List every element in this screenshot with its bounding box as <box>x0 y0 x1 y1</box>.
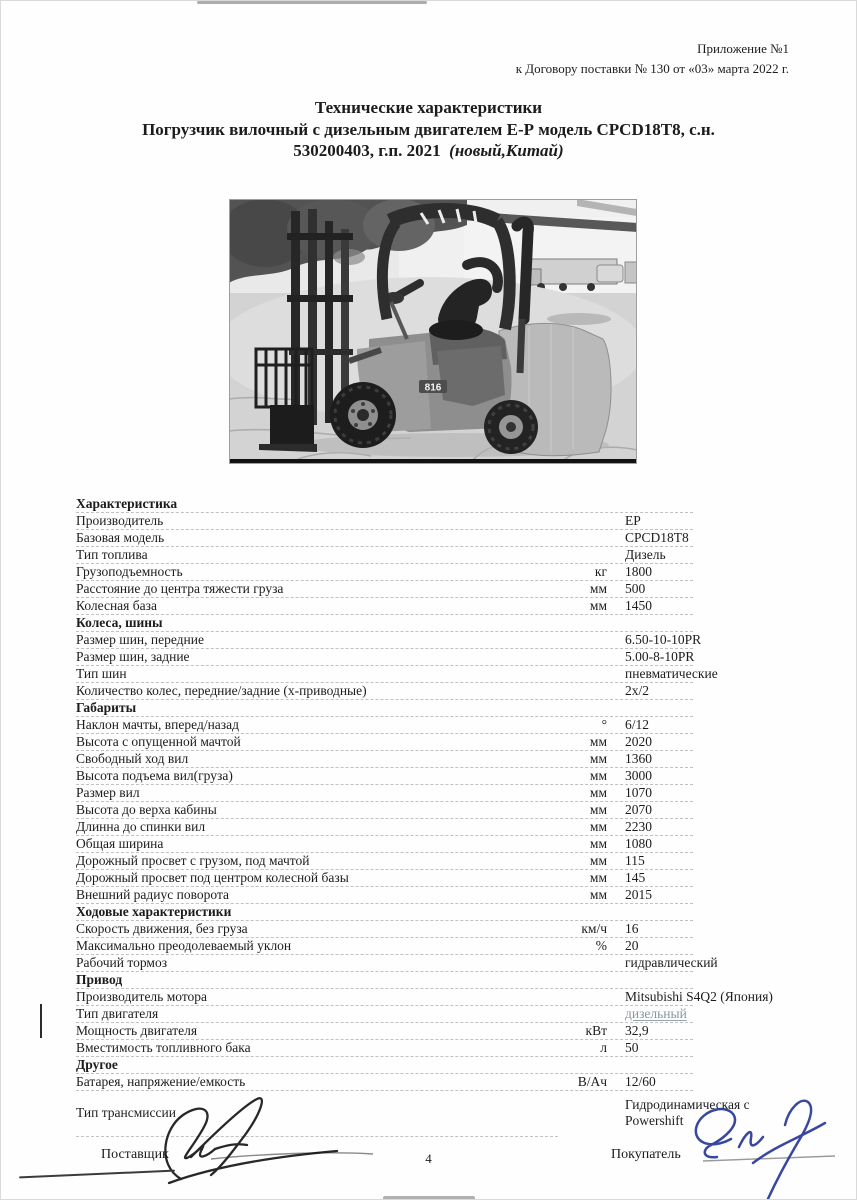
spec-label: Высота до верха кабины <box>76 802 217 817</box>
scan-artifact-bottom-smudge <box>383 1196 475 1200</box>
page-number: 4 <box>425 1151 432 1166</box>
spec-value: 500 <box>625 581 646 596</box>
section-header-row <box>76 495 788 512</box>
spec-label: Батарея, напряжение/емкость <box>76 1074 246 1089</box>
spec-label: Высота с опущенной мачтой <box>76 734 241 749</box>
document-title <box>1 97 856 162</box>
spec-row <box>76 1005 788 1022</box>
spec-value: Гидродинамическая с Powershift <box>625 1097 750 1128</box>
forklift-front-wheel <box>330 382 396 448</box>
spec-row <box>76 580 788 597</box>
spec-unit: мм <box>589 802 607 817</box>
spec-row <box>76 733 788 750</box>
supplier-signature <box>149 1087 379 1187</box>
scan-artifact-top-smudge <box>197 1 427 4</box>
spec-label: Внешний радиус поворота <box>76 887 230 902</box>
spec-label: Колесная база <box>76 598 157 613</box>
spec-unit: мм <box>589 581 607 596</box>
spec-value: CPCD18T8 <box>625 530 689 545</box>
title-line-1: Технические характеристики <box>314 98 543 117</box>
spec-label: Размер шин, задние <box>76 649 190 664</box>
spec-value: Mitsubishi S4Q2 (Япония) <box>625 989 773 1004</box>
spec-label: Вместимость топливного бака <box>76 1040 251 1055</box>
title-condition-note: (новый,Китай) <box>449 141 564 160</box>
spec-label: Тип трансмиссии <box>76 1105 176 1120</box>
spec-unit: В/Ач <box>577 1074 607 1089</box>
scan-artifact-pen-mark <box>40 1004 42 1038</box>
spec-label: Общая ширина <box>76 836 164 851</box>
spec-value: EP <box>625 513 641 528</box>
spec-unit: мм <box>589 785 607 800</box>
section-title: Ходовые характеристики <box>76 904 232 919</box>
spec-label: Производитель <box>76 513 164 528</box>
spec-value: 32,9 <box>625 1023 649 1038</box>
spec-label: Тип шин <box>76 666 127 681</box>
spec-row <box>76 920 788 937</box>
spec-label: Размер шин, передние <box>76 632 204 647</box>
spec-unit: кг <box>594 564 607 579</box>
spec-unit: мм <box>589 836 607 851</box>
spec-unit: мм <box>589 819 607 834</box>
spec-label: Мощность двигателя <box>76 1023 198 1038</box>
spec-label: Скорость движения, без груза <box>76 921 248 936</box>
spec-value: 2015 <box>625 887 652 902</box>
spec-label: Свободный ход вил <box>76 751 189 766</box>
spec-label: Тип топлива <box>76 547 148 562</box>
spec-row <box>76 784 788 801</box>
spec-row <box>76 648 788 665</box>
title-serial: 530200403, г.п. 2021 <box>293 141 441 160</box>
spec-row <box>76 852 788 869</box>
spec-row <box>76 597 788 614</box>
spec-value: 1450 <box>625 598 652 613</box>
spec-row <box>76 1039 788 1056</box>
spec-unit: мм <box>589 870 607 885</box>
forklift-rear-wheel <box>484 400 538 454</box>
spec-row <box>76 682 788 699</box>
spec-value: 16 <box>625 921 639 936</box>
spec-value: 2х/2 <box>625 683 650 698</box>
spec-unit: л <box>600 1040 607 1055</box>
buyer-signature <box>677 1095 849 1200</box>
spec-label: Количество колес, передние/задние (х-приводные) <box>76 683 367 698</box>
title-line-3 <box>1 140 856 162</box>
spec-label: Размер вил <box>76 785 140 800</box>
spec-row <box>76 529 788 546</box>
spec-label: Дорожный просвет с грузом, под мачтой <box>76 853 310 868</box>
spec-value: 6.50-10-10PR <box>625 632 702 647</box>
spec-row <box>76 750 788 767</box>
spec-row <box>76 869 788 886</box>
brand-mark: 816 <box>424 382 442 394</box>
spec-unit: мм <box>589 853 607 868</box>
spec-row <box>76 546 788 563</box>
section-title: Характеристика <box>76 496 178 511</box>
spec-row <box>76 512 788 529</box>
spec-label: Рабочий тормоз <box>76 955 168 970</box>
spec-table <box>76 495 788 1136</box>
spec-row <box>76 1022 788 1039</box>
supplier-label: Поставщик <box>101 1147 169 1162</box>
spec-unit: мм <box>589 598 607 613</box>
spec-row <box>76 886 788 903</box>
contract-reference: к Договору поставки № 130 от «03» марта 2022 г. <box>515 61 789 76</box>
appendix-label: Приложение №1 <box>697 41 789 56</box>
section-header-row <box>76 699 788 716</box>
spec-unit: мм <box>589 887 607 902</box>
spec-value: пневматические <box>625 666 718 681</box>
spec-value: 12/60 <box>625 1074 656 1089</box>
spec-value: 1070 <box>625 785 652 800</box>
spec-label: Расстояние до центра тяжести груза <box>76 581 284 596</box>
spec-unit: мм <box>589 751 607 766</box>
spec-row <box>76 835 788 852</box>
buyer-label: Покупатель <box>611 1147 681 1162</box>
title-line-2: Погрузчик вилочный с дизельным двигателем Е-Р модель CPCD18T8, с.н. <box>142 119 715 139</box>
document-header <box>516 39 789 79</box>
section-title: Габариты <box>76 700 137 715</box>
spec-label: Базовая модель <box>76 530 165 545</box>
spec-row <box>76 665 788 682</box>
spec-value: 20 <box>625 938 639 953</box>
spec-value: Дизель <box>625 547 666 562</box>
spec-unit: км/ч <box>581 921 607 936</box>
section-header-row <box>76 903 788 920</box>
spec-value: дизельный <box>625 1006 687 1021</box>
spec-value: 6/12 <box>625 717 650 732</box>
section-header-row <box>76 1056 788 1073</box>
section-header-row <box>76 614 788 631</box>
section-title: Другое <box>76 1057 118 1072</box>
spec-unit: мм <box>589 734 607 749</box>
spec-unit: ° <box>601 717 607 732</box>
spec-label: Высота подъема вил(груза) <box>76 768 233 783</box>
spec-row <box>76 801 788 818</box>
spec-value: гидравлический <box>625 955 718 970</box>
spec-label: Производитель мотора <box>76 989 208 1004</box>
spec-unit: мм <box>589 768 607 783</box>
section-title: Колеса, шины <box>76 615 163 630</box>
section-header-row <box>76 971 788 988</box>
spec-value: 2020 <box>625 734 652 749</box>
spec-row <box>76 988 788 1005</box>
spec-row <box>76 631 788 648</box>
spec-value: 145 <box>625 870 646 885</box>
spec-value: 2070 <box>625 802 652 817</box>
spec-label: Длинна до спинки вил <box>76 819 206 834</box>
spec-label: Дорожный просвет под центром колесной базы <box>76 870 349 885</box>
spec-row <box>76 937 788 954</box>
spec-value: 1800 <box>625 564 652 579</box>
spec-label: Грузоподъемность <box>76 564 183 579</box>
spec-row <box>76 767 788 784</box>
spec-value: 5.00-8-10PR <box>625 649 695 664</box>
spec-value: 50 <box>625 1040 639 1055</box>
spec-value: 3000 <box>625 768 652 783</box>
spec-value: 115 <box>625 853 645 868</box>
spec-unit: кВт <box>585 1023 607 1038</box>
spec-value: 1080 <box>625 836 652 851</box>
spec-value: 1360 <box>625 751 652 766</box>
spec-row <box>76 818 788 835</box>
spec-row <box>76 563 788 580</box>
spec-row <box>76 716 788 733</box>
spec-label: Максимально преодолеваемый уклон <box>76 938 292 953</box>
spec-value: 2230 <box>625 819 652 834</box>
spec-label: Тип двигателя <box>76 1006 159 1021</box>
spec-unit: % <box>595 938 607 953</box>
spec-row <box>76 954 788 971</box>
spec-label: Наклон мачты, вперед/назад <box>76 717 239 732</box>
section-title: Привод <box>76 972 123 987</box>
forklift-photo <box>229 199 637 464</box>
